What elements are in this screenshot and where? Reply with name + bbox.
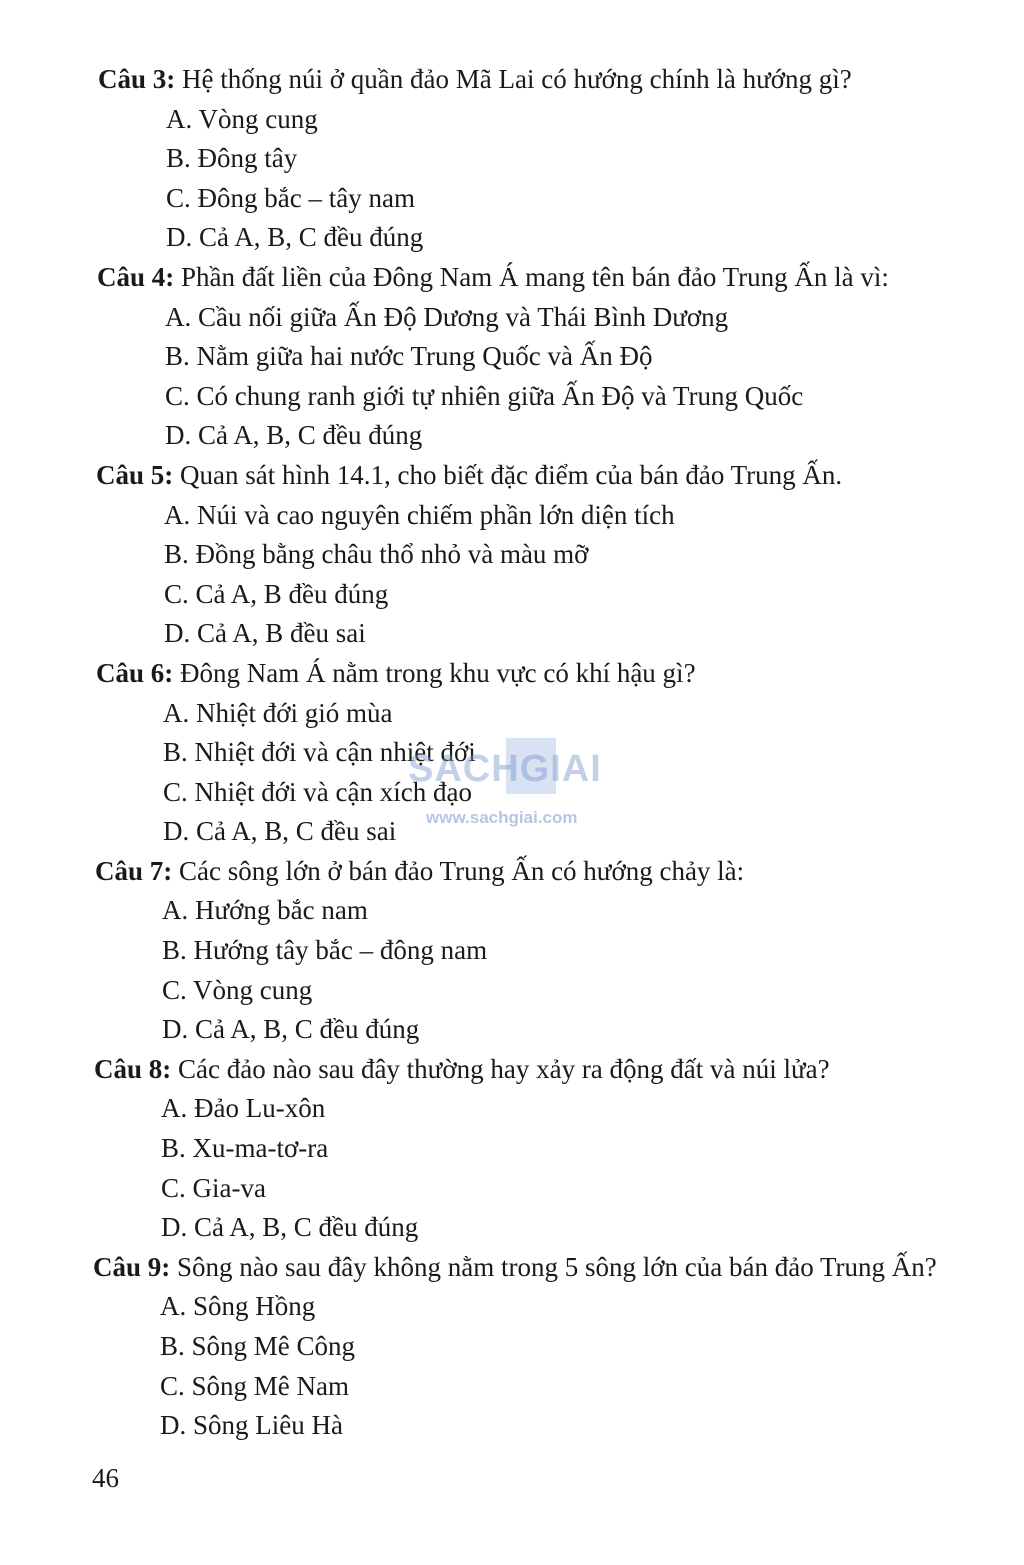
question-stem (95, 852, 1024, 892)
question-text: Quan sát hình 14.1, cho biết đặc điểm của bán đảo Trung Ấn. (173, 459, 843, 490)
question-stem (96, 654, 1024, 694)
question-9 (0, 1248, 1024, 1446)
question-text: Đông Nam Á nằm trong khu vực có khí hậu gì? (173, 657, 696, 688)
question-text: Hệ thống núi ở quần đảo Mã Lai có hướng chính là hướng gì? (175, 64, 852, 94)
question-stem (93, 1248, 1024, 1288)
question-label: Câu 4: (97, 261, 175, 292)
question-stem (96, 456, 1024, 496)
answer-option-b: B. Đông tây (166, 143, 298, 174)
question-label: Câu 5: (96, 459, 174, 490)
question-text: Sông nào sau đây không nằm trong 5 sông lớn của bán đảo Trung Ấn? (170, 1251, 937, 1282)
question-stem (98, 60, 1024, 100)
answer-option-c: C. Sông Mê Nam (160, 1370, 349, 1401)
answer-option-c: C. Vòng cung (162, 974, 313, 1005)
answer-option-a: A. Đảo Lu-xôn (161, 1093, 326, 1124)
answer-option-c: C. Đông bắc – tây nam (166, 182, 415, 213)
answer-option-c: C. Có chung ranh giới tự nhiên giữa Ấn Độ và Trung Quốc (165, 380, 804, 411)
question-text: Phần đất liền của Đông Nam Á mang tên bán đảo Trung Ấn là vì: (174, 261, 889, 292)
page-number: 46 (92, 1463, 119, 1493)
answer-option-d: D. Cả A, B, C đều sai (163, 816, 397, 847)
question-label: Câu 8: (94, 1053, 172, 1084)
answer-option-a: A. Hướng bắc nam (162, 895, 368, 926)
answer-option-b: B. Nằm giữa hai nước Trung Quốc và Ấn Độ (165, 341, 653, 372)
answer-option-b: B. Nhiệt đới và cận nhiệt đới (163, 737, 476, 768)
answer-option-b: B. Hướng tây bắc – đông nam (162, 935, 488, 966)
answer-option-d: D. Sông Liêu Hà (160, 1410, 343, 1441)
question-label: Câu 6: (96, 657, 174, 688)
answer-option-b: B. Xu-ma-tơ-ra (161, 1133, 329, 1164)
question-stem (97, 258, 1024, 298)
question-text: Các sông lớn ở bán đảo Trung Ấn có hướng chảy là: (172, 855, 745, 886)
watermark-url: www.sachgiai.com (426, 808, 578, 827)
answer-option-d: D. Cả A, B, C đều đúng (165, 420, 423, 451)
answer-option-c: C. Cả A, B đều đúng (164, 578, 389, 609)
answer-option-d: D. Cả A, B đều sai (164, 618, 366, 649)
answer-option-a: A. Núi và cao nguyên chiếm phần lớn diện tích (164, 499, 675, 530)
answer-option-a: A. Sông Hồng (160, 1291, 316, 1322)
answer-option-b: B. Đồng bằng châu thổ nhỏ và màu mỡ (164, 539, 589, 570)
watermark-brand: SACHGIAI (408, 748, 602, 790)
question-6 (0, 654, 1024, 852)
question-text: Các đảo nào sau đây thường hay xảy ra động đất và núi lửa? (171, 1053, 830, 1084)
question-7 (0, 852, 1024, 1050)
question-4 (0, 258, 1024, 456)
answer-option-c: C. Nhiệt đới và cận xích đạo (163, 776, 472, 807)
question-list (0, 60, 1024, 1446)
question-5 (0, 456, 1024, 654)
question-label: Câu 9: (93, 1251, 171, 1282)
question-3 (0, 60, 1024, 258)
answer-option-b: B. Sông Mê Công (160, 1331, 356, 1361)
question-8 (0, 1050, 1024, 1248)
question-stem (94, 1050, 1024, 1090)
answer-option-d: D. Cả A, B, C đều đúng (166, 222, 424, 253)
question-label: Câu 7: (95, 855, 173, 886)
answer-option-c: C. Gia-va (161, 1172, 266, 1203)
answer-option-d: D. Cả A, B, C đều đúng (162, 1014, 420, 1045)
answer-option-a: A. Nhiệt đới gió mùa (163, 697, 393, 728)
answer-option-a: A. Vòng cung (166, 103, 318, 134)
answer-option-d: D. Cả A, B, C đều đúng (161, 1212, 419, 1243)
question-label: Câu 3: (98, 64, 176, 94)
answer-option-a: A. Cầu nối giữa Ấn Độ Dương và Thái Bình Dương (165, 301, 729, 332)
